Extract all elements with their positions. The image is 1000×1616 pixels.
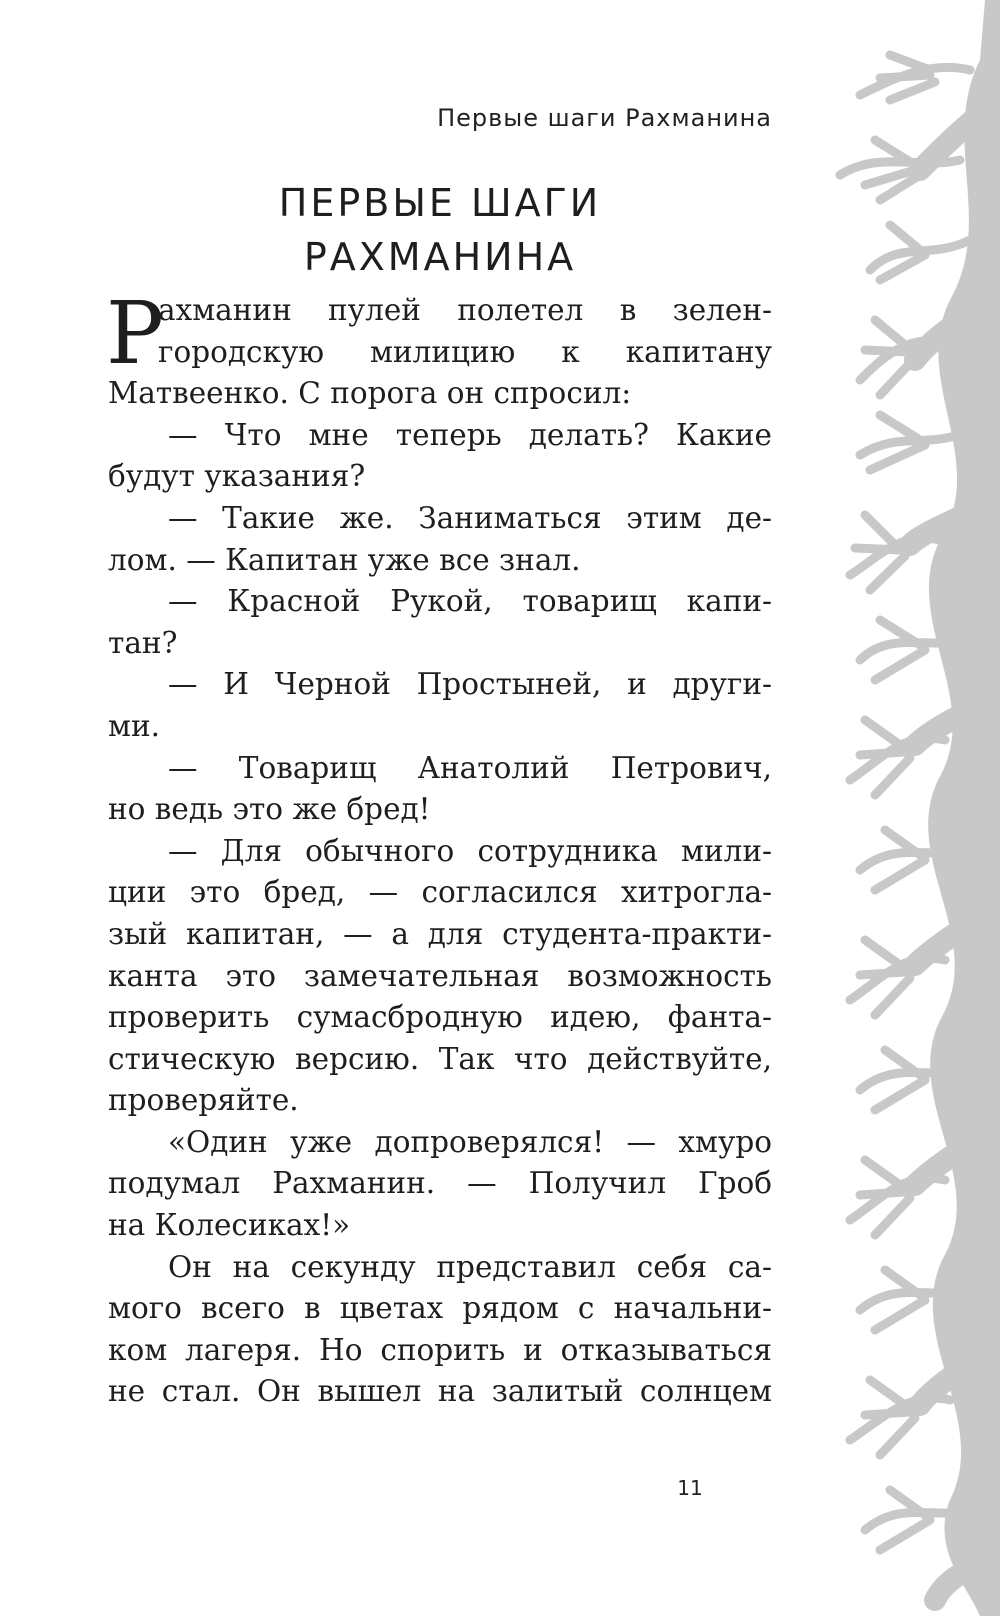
text-line: — Красной Рукой, товарищ капи- — [168, 584, 772, 619]
chapter-title — [108, 176, 772, 284]
text-line: проверить сумасбродную идею, фанта- — [108, 1000, 772, 1035]
text-line: ции это бред, — согласился хитрогла- — [108, 875, 772, 910]
text-line: но ведь это же бред! — [108, 792, 431, 827]
text-line: Он на секунду представил себя са- — [168, 1249, 772, 1284]
text-line: мого всего в цветах рядом с начальни- — [108, 1291, 772, 1326]
chapter-title-line-2: РАХМАНИНА — [303, 235, 577, 279]
drop-cap: Р — [106, 284, 164, 384]
text-line: зый капитан, — а для студента-практи- — [108, 916, 772, 951]
text-line: — Такие же. Заниматься этим де- — [168, 500, 772, 535]
running-head: Первые шаги Рахманина — [437, 104, 772, 132]
chapter-title-line-1: ПЕРВЫЕ ШАГИ — [278, 181, 602, 225]
text-line: городскую милицию к капитану — [158, 334, 772, 369]
text-line: лом. — Капитан уже все знал. — [108, 542, 581, 577]
body-text — [106, 284, 772, 1413]
text-line: — Товарищ Анатолий Петрович, — [168, 750, 772, 785]
text-line: будут указания? — [108, 459, 366, 494]
text-line: подумал Рахманин. — Получил Гроб — [108, 1166, 772, 1201]
text-line: — Для обычного сотрудника мили- — [168, 833, 772, 868]
page-number: 11 — [677, 1476, 703, 1500]
text-line: Матвеенко. С порога он спросил: — [108, 376, 632, 411]
text-line: ком лагеря. Но спорить и отказываться — [108, 1332, 772, 1367]
text-line: — И Черной Простыней, и други- — [168, 667, 772, 702]
text-line: не стал. Он вышел на залитый солнцем — [108, 1374, 772, 1409]
text-line: ахманин пулей полетел в зелен- — [158, 293, 772, 327]
hands-ornament-icon — [820, 0, 1000, 1616]
text-line: на Колесиках!» — [108, 1208, 351, 1243]
text-line: стическую версию. Так что действуйте, — [108, 1041, 772, 1076]
text-line: тан? — [108, 625, 178, 660]
text-line: проверяйте. — [108, 1083, 299, 1118]
text-line: канта это замечательная возможность — [108, 958, 772, 993]
text-line: — Что мне теперь делать? Какие — [168, 417, 772, 452]
text-line: «Один уже допроверялся! — хмуро — [168, 1124, 772, 1159]
text-line: ми. — [108, 708, 160, 743]
